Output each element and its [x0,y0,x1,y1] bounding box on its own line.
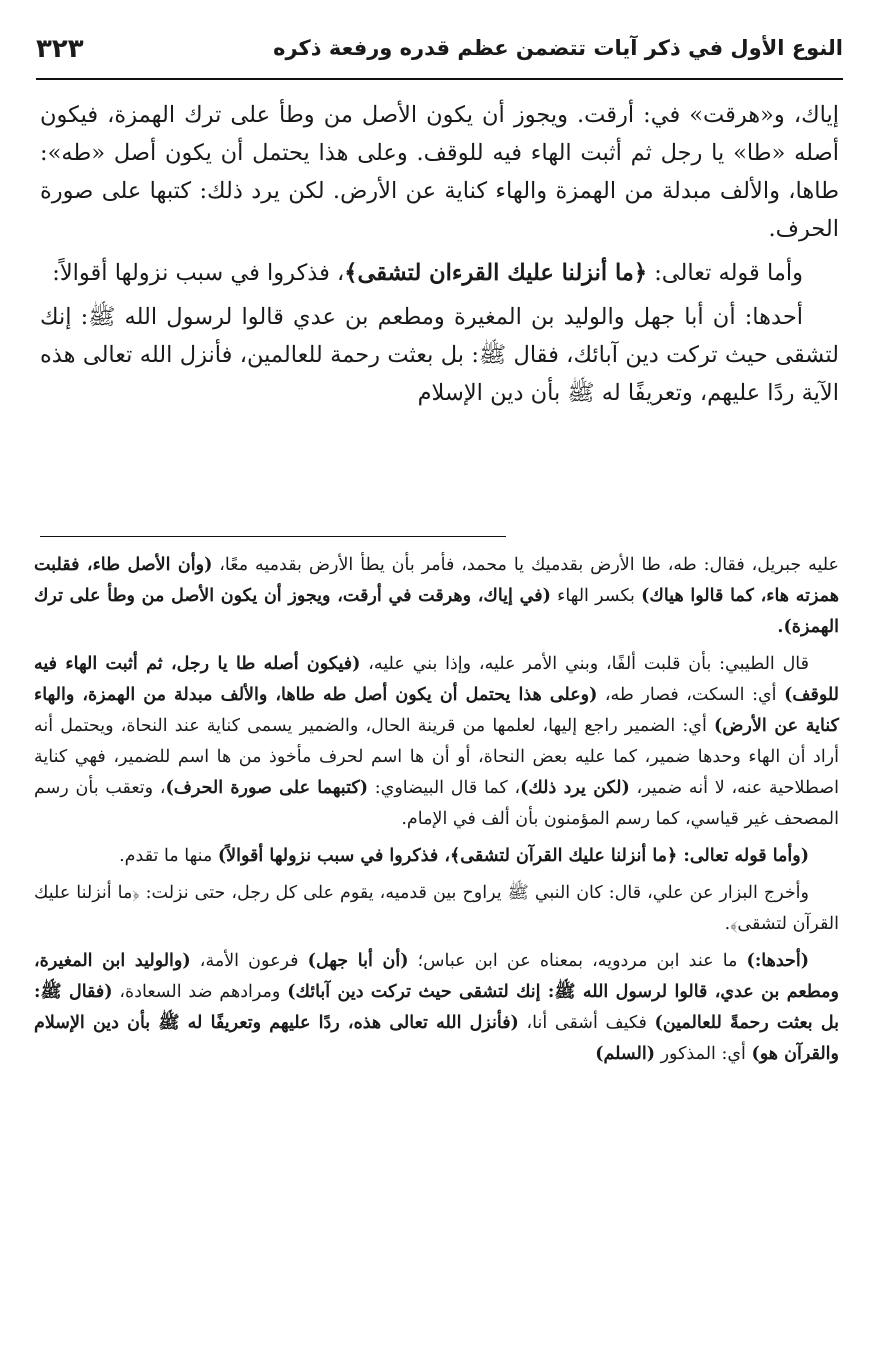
matn-quote: (السلم) [595,1044,656,1064]
commentary-paragraph-2 [34,649,839,835]
commentary-text: فرعون الأمة، [190,951,308,971]
matn-quote: (أحدها:) [746,951,809,971]
commentary-text: عليه جبريل، فقال: طه، طا الأرض بقدميك يا محمد، فأمر بأن يطأ الأرض بقدميه معًا، [212,555,839,575]
commentary-paragraph-5 [34,946,839,1070]
matn-quote: (وعلى هذا يحتمل أن يكون أصل طه طاها، والألف مبدلة من الهمزة، والهاء كناية عن الأرض) [34,685,839,736]
footnote-divider [40,536,506,537]
matn-quote: (فيكون أصله طا يا رجل، ثم أثبت الهاء فيه للوقف) [34,654,840,705]
commentary-text: فكيف أشقى أنا، [518,1013,655,1033]
matn-quote: (وأن الأصل طاء، فقلبت همزته هاء، كما قالوا هياك) [34,555,840,606]
quote-outro: ، فذكروا في سبب نزولها أقوالاً: [52,260,345,286]
commentary-text: ، وتعقب بأن رسم المصحف غير قياسي، كما رسم المؤمنون بأن ألف في الإمام. [34,778,839,829]
running-title: النوع الأول في ذكر آيات تتضمن عظم قدره ورفعة ذكره [273,36,843,60]
commentary-text: ، كما قال البيضاوي: [367,778,521,798]
commentary-text: وأخرج البزار عن علي، قال: كان النبي ﷺ يراوح بين قدميه، يقوم على كل رجل، حتى نزلت: ﴿ما أنزلنا عليك القرآن لتشقى﴾. [34,883,839,934]
matn-quote: (لكن يرد ذلك) [520,778,630,798]
commentary-text: ومرادهم ضد السعادة، [112,982,288,1002]
main-paragraph-3: أحدها: أن أبا جهل والوليد بن المغيرة ومطعم بن عدي قالوا لرسول الله ﷺ: إنك لتشقى حيث تركت دين آبائك، فقال ﷺ: بل بعثت رحمة للعالمين، فأنزل الله تعالى هذه الآية ردًا عليهم، وتعريفًا له ﷺ بأن دين الإسلام [40,304,839,406]
matn-quote: (في إياك، وهرقت في أرقت، ويجوز أن يكون الأصل من وطأ على ترك الهمزة). [34,586,839,637]
matn-quote: (فأنزل الله تعالى هذه، ردًا عليهم وتعريفًا له ﷺ بأن دين الإسلام والقرآن هو) [34,1013,839,1064]
page-header [36,30,843,80]
commentary-text: ما عند ابن مردويه، بمعناه عن ابن عباس؛ [408,951,747,971]
commentary-paragraph-1 [34,550,839,643]
commentary-text: أي: الضمير راجع إليها، لعلمها من قرينة الحال، والضمير يسمى كناية عند النحاة، ويحتمل أنه أراد أن الهاء وحدها ضمير، كما عليه بعض النحاة، أو أن ها اسم لحرف مأخوذ من ها اسم للضمير، فهي كناية اصطلاحية عنه، لا أنه ضمير، [34,716,839,798]
matn-quote: (وأما قوله تعالى: ﴿ما أنزلنا عليك القرآن لتشقى﴾، فذكروا في سبب نزولها أقوالاً) [217,846,809,866]
commentary-text: منها ما تقدم. [119,846,218,866]
commentary-text: قال الطيبي: بأن قلبت ألفًا، وبني الأمر عليه، وإذا بني عليه، [360,654,809,674]
page-number: ٣٢٣ [36,34,84,64]
main-paragraph-2 [40,254,839,292]
commentary-text: أي: المذكور [655,1044,752,1064]
matn-quote: (كتبهما على صورة الحرف) [165,778,368,798]
matn-quote: (فقال ﷺ: بل بعثت رحمةً للعالمين) [34,982,839,1033]
commentary-paragraph-4 [34,878,839,940]
matn-quote: (والوليد ابن المغيرة، ومطعم بن عدي، قالوا لرسول الله ﷺ: إنك لتشقى حيث تركت دين آبائك) [34,951,839,1002]
commentary-text: بكسر الهاء [550,586,642,606]
matn-quote: (أن أبا جهل) [307,951,409,971]
commentary-text: أي: السكت، فصار طه، [597,685,785,705]
commentary [34,550,839,1076]
commentary-paragraph-3 [34,841,839,872]
quote-intro: وأما قوله تعالى: [647,260,803,286]
main-text [40,96,839,412]
main-paragraph-1: إياك، و«هرقت» في: أرقت. ويجوز أن يكون الأصل من وطأ على ترك الهمزة، فيكون أصله «طا» يا رجل ثم أثبت الهاء فيه للوقف. وعلى هذا يحتمل أن يكون أصل «طه»: طاها، والألف مبدلة من الهمزة والهاء كناية عن الأرض. لكن يرد ذلك: كتبها على صورة الحرف. [40,102,839,242]
quranic-verse: ﴿ما أنزلنا عليك القرءان لتشقى﴾ [344,260,648,286]
